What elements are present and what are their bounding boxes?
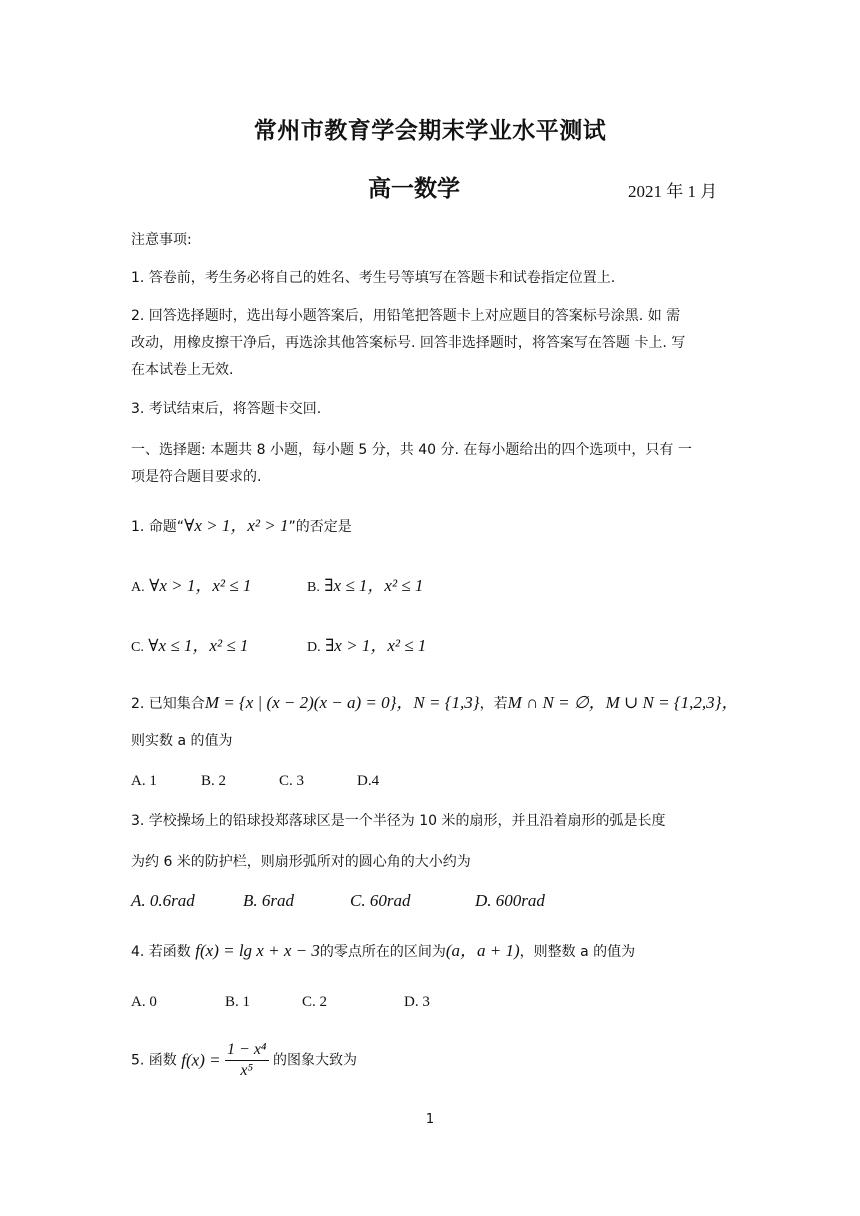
question-2-set-n: ，N = {1,3} <box>396 693 480 712</box>
notice-item-1: 1. 答卷前，考生务必将自己的姓名、考生号等填写在答题卡和试卷指定位置上. <box>131 270 616 286</box>
question-5-suffix: 的图象大致为 <box>272 1052 357 1069</box>
question-4-stem <box>131 941 635 962</box>
question-2-prefix: 2. 已知集合 <box>131 696 205 712</box>
notice-item-3: 3. 考试结束后，将答题卡交回. <box>131 401 322 417</box>
question-3-option-c: C. 60rad <box>350 891 411 910</box>
question-3-option-a: A. 0.6rad <box>131 891 195 910</box>
page-number: 1 <box>425 1112 435 1127</box>
question-1-prefix: 1. 命题“ <box>131 519 185 535</box>
question-2-option-c: C. 3 <box>279 773 305 789</box>
question-3-line-1: 3. 学校操场上的铅球投郑落球区是一个半径为 10 米的扇形，并且沿着扇形的弧是长度 <box>131 813 666 829</box>
notice-item-2-line-1: 2. 回答选择题时，选出每小题答案后，用铅笔把答题卡上对应题目的答案标号涂黑. 如 需 <box>131 308 681 324</box>
exam-subtitle: 高一数学 <box>368 176 460 202</box>
question-4-function: f(x) = lg x + x − 3 <box>195 941 320 960</box>
question-4-middle: 的零点所在的区间为 <box>319 944 446 960</box>
question-2-option-a: A. 1 <box>131 773 157 789</box>
question-2-cond-2: ，M ∪ N = {1,2,3}， <box>588 693 739 712</box>
question-5-denominator: x⁵ <box>240 1062 254 1079</box>
question-5-numerator: 1 − x⁴ <box>225 1040 268 1061</box>
question-1-option-a: A. ∀x > 1，x² ≤ 1 <box>131 576 252 595</box>
question-1-stem <box>131 516 352 537</box>
question-4-interval: (a，a + 1) <box>445 941 520 960</box>
question-1-option-d: D. ∃x > 1，x² ≤ 1 <box>307 636 427 655</box>
question-4-option-d: D. 3 <box>404 994 430 1010</box>
question-5-function-lhs: f(x) = <box>181 1050 221 1070</box>
question-2-cond-1: M ∩ N = ∅ <box>507 693 589 712</box>
question-3-option-d: D. 600rad <box>475 891 545 910</box>
exam-date: 2021 年 1 月 <box>628 182 718 201</box>
question-4-option-b: B. 1 <box>225 994 251 1010</box>
exam-title: 常州市教育学会期末学业水平测试 <box>253 118 607 144</box>
question-2-if: ，若 <box>479 696 508 712</box>
question-1-suffix: ”的否定是 <box>288 519 352 535</box>
question-5-stem <box>131 1040 357 1081</box>
question-3-line-2: 为约 6 米的防护栏，则扇形弧所对的圆心角的大小约为 <box>131 854 471 870</box>
question-5-prefix: 5. 函数 <box>131 1052 177 1069</box>
notice-heading: 注意事项: <box>131 232 192 248</box>
question-1-math: ∀x > 1，x² > 1 <box>184 516 289 535</box>
question-2-line-2: 则实数 a 的值为 <box>131 733 233 749</box>
section-1-line-2: 项是符合题目要求的. <box>131 469 262 485</box>
question-1-option-c: C. ∀x ≤ 1，x² ≤ 1 <box>131 636 249 655</box>
notice-item-2-line-3: 在本试卷上无效. <box>131 362 234 378</box>
question-4-suffix: ，则整数 a 的值为 <box>519 944 636 960</box>
question-4-option-a: A. 0 <box>131 994 157 1010</box>
question-2-option-b: B. 2 <box>201 773 227 789</box>
question-1-option-b: B. ∃x ≤ 1，x² ≤ 1 <box>307 576 424 595</box>
question-2-stem <box>131 693 738 714</box>
section-1-line-1: 一、选择题: 本题共 8 小题，每小题 5 分，共 40 分. 在每小题给出的四个选项中，只有 一 <box>131 442 692 458</box>
question-2-option-d: D.4 <box>357 773 380 789</box>
notice-item-2-line-2: 改动，用橡皮擦干净后，再选涂其他答案标号. 回答非选择题时，将答案写在答题 卡上. 写 <box>131 335 686 351</box>
question-4-option-c: C. 2 <box>302 994 328 1010</box>
question-3-option-b: B. 6rad <box>243 891 294 910</box>
question-2-set-m: M = {x | (x − 2)(x − a) = 0} <box>204 693 397 712</box>
question-4-prefix: 4. 若函数 <box>131 944 191 960</box>
question-5-fraction <box>225 1040 268 1081</box>
